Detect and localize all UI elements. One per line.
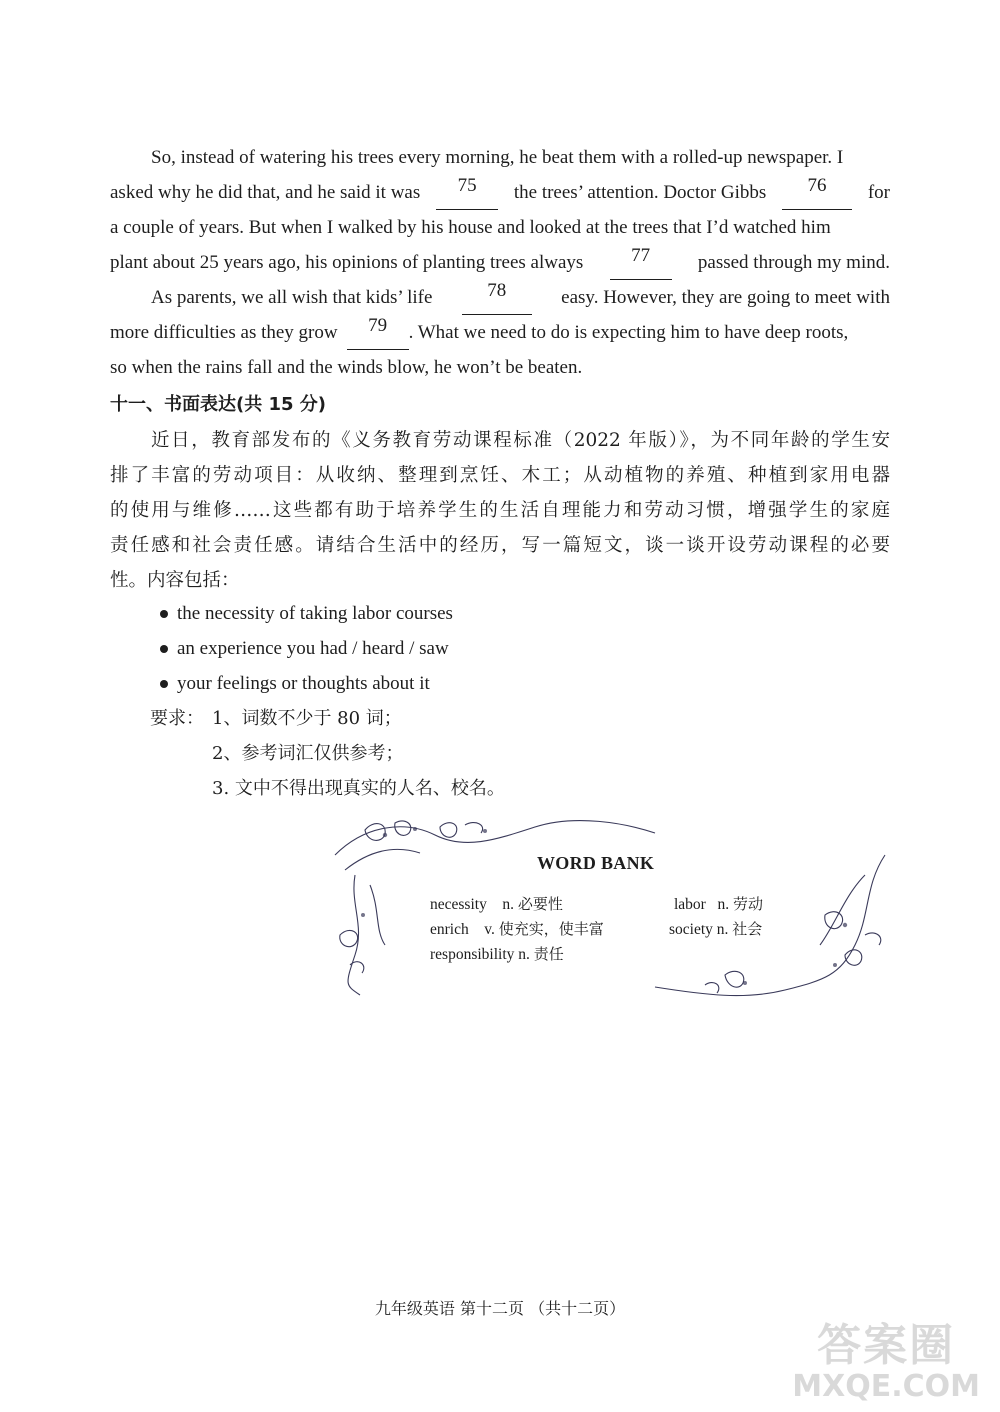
- bullet-dot-icon: [160, 680, 168, 688]
- word-bank-title: WORD BANK: [537, 853, 655, 873]
- intro-line: 的使用与维修……这些都有助于培养学生的生活自理能力和劳动习惯，增强学生的家庭: [110, 500, 890, 521]
- passage-line: So, instead of watering his trees every morning, he beat them with a rolled-up newspaper. I: [151, 147, 844, 168]
- site-watermark: 答案圈 MXQE.COM: [792, 1320, 980, 1404]
- requirement-item: 2、参考词汇仅供参考；: [212, 743, 404, 764]
- bullet-dot-icon: [160, 610, 168, 618]
- passage-line: so when the rains fall and the winds blow, he won’t be beaten.: [110, 357, 583, 378]
- passage-line: As parents, we all wish that kids’ life 78 easy. However, they are going to meet with: [110, 280, 890, 315]
- content-bullets: [160, 596, 453, 701]
- blank-78[interactable]: 78: [462, 280, 532, 315]
- word-bank-entry: responsibility n. 责任: [430, 945, 564, 963]
- passage-paragraph-1: [110, 140, 890, 280]
- bullet-item: the necessity of taking labor courses: [160, 596, 453, 631]
- blank-77[interactable]: 77: [610, 245, 672, 280]
- intro-line: 性。内容包括：: [110, 570, 240, 591]
- bullet-dot-icon: [160, 645, 168, 653]
- writing-intro: [110, 423, 890, 598]
- blank-76[interactable]: 76: [782, 175, 852, 210]
- passage-line: a couple of years. But when I walked by his house and looked at the trees that I’d watched him: [110, 217, 831, 238]
- word-bank-entry: labor n. 劳动: [674, 895, 763, 913]
- passage-line: asked why he did that, and he said it was 75 the trees’ attention. Doctor Gibbs 76 for: [110, 175, 890, 210]
- intro-line: 近日，教育部发布的《义务教育劳动课程标准（2022 年版）》，为不同年龄的学生安: [151, 430, 890, 451]
- passage-line: plant about 25 years ago, his opinions of planting trees always 77 passed through my mind.: [110, 245, 890, 280]
- requirement-item: 1、词数不少于 80 词；: [212, 708, 402, 729]
- bullet-item: your feelings or thoughts about it: [160, 666, 453, 701]
- intro-line: 排了丰富的劳动项目：从收纳、整理到烹饪、木工；从动植物的养殖、种植到家用电器: [110, 465, 890, 486]
- requirement-item: 3. 文中不得出现真实的人名、校名。: [212, 778, 505, 799]
- passage-paragraph-2: [110, 280, 890, 385]
- blank-79[interactable]: 79: [347, 315, 409, 350]
- section-heading: 十一、书面表达(共 15 分): [110, 394, 327, 415]
- word-bank-entry: necessity n. 必要性: [430, 895, 563, 913]
- requirements-label: 要求：: [150, 708, 204, 729]
- word-bank-floral-border: [325, 815, 890, 1000]
- word-bank-entry: enrich v. 使充实，使丰富: [430, 920, 604, 938]
- intro-line: 责任感和社会责任感。请结合生活中的经历，写一篇短文，谈一谈开设劳动课程的必要: [110, 535, 890, 556]
- blank-75[interactable]: 75: [436, 175, 498, 210]
- bullet-item: an experience you had / heard / saw: [160, 631, 453, 666]
- passage-line: more difficulties as they grow 79 . What we need to do is expecting him to have deep roots,: [110, 315, 890, 350]
- page-footer: 九年级英语 第十二页 （共十二页）: [374, 1299, 626, 1318]
- word-bank-entry: society n. 社会: [669, 920, 763, 938]
